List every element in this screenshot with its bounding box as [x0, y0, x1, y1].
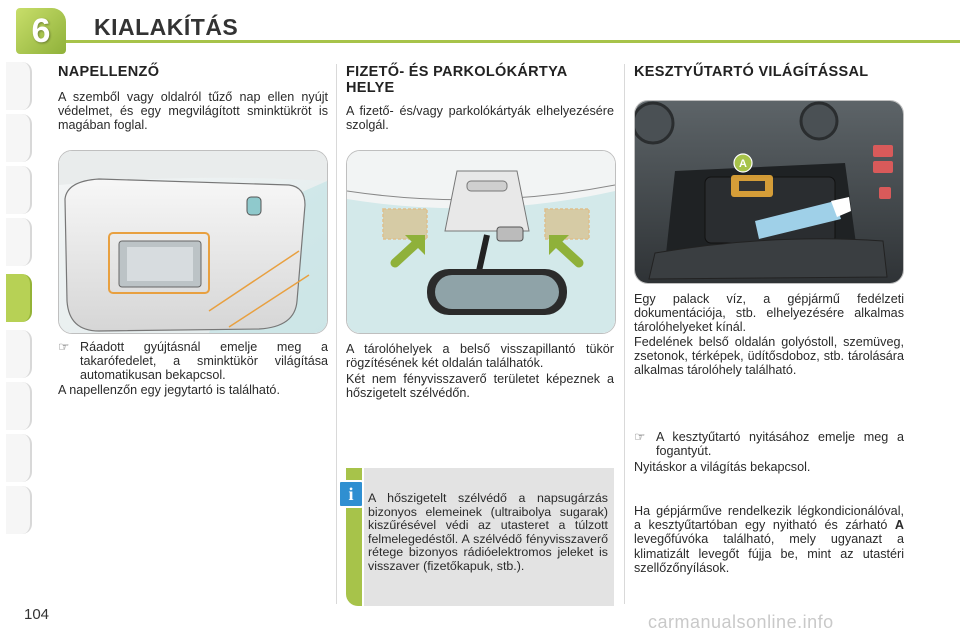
glovebox-light-note: Nyitáskor a világítás bekapcsol.: [634, 460, 811, 474]
sun-visor-illustration: [58, 150, 328, 334]
glovebox-illustration: [634, 100, 904, 284]
label-a-marker: A: [739, 158, 747, 170]
chapter-tab-strip: [0, 62, 34, 582]
sun-visor-heading: NAPELLENZŐ: [58, 64, 160, 80]
info-text: A hőszigetelt szélvédő a napsugárzás bizonyos elemeinek (ultraibolya sugarak) kiszűrésével védi az utasteret a túlzott felmelegedéstől. A szélvédő fényvisszaverő rétege bizonyos rádióelektromos jeleket is visszaver (fizetőkapuk, stb.).: [368, 491, 608, 573]
mirror-drawing: [347, 151, 615, 333]
glovebox-vent-note: [634, 504, 904, 575]
chapter-tab[interactable]: [6, 382, 32, 430]
ticket-holder-note: A napellenzőn egy jegytartó is található.: [58, 383, 280, 397]
card-holder-illustration: [346, 150, 616, 334]
vent-text-before: Ha gépjárműve rendelkezik légkondicionálóval, a kesztyűtartóban egy nyitható és zárható: [634, 504, 904, 533]
glovebox-lid-storage: Fedelének belső oldalán golyóstoll, szemüveg, zsetonok, térképek, üdítősdoboz, stb. tárolására alkalmas tárolóhely található.: [634, 335, 904, 378]
bullet-text: A kesztyűtartó nyitásához emelje meg a fogantyút.: [656, 430, 904, 459]
column-divider: [624, 64, 625, 604]
glovebox-heading: KESZTYŰTARTÓ VILÁGÍTÁSSAL: [634, 64, 869, 80]
glovebox-drawing: [635, 101, 903, 283]
vent-label-a: A: [894, 518, 904, 533]
bullet-text: Ráadott gyújtásnál emelje meg a takarófedelet, a sminktükör világítása automatikusan bekapcsol.: [80, 340, 328, 383]
chapter-tab[interactable]: [6, 62, 32, 110]
watermark: carmanualsonline.info: [648, 612, 834, 632]
glovebox-open-bullet: [634, 430, 904, 458]
chapter-tab[interactable]: [6, 486, 32, 534]
chapter-tab[interactable]: [6, 114, 32, 162]
sun-visor-intro: A szemből vagy oldalról tűző nap ellen nyújt védelmet, és egy megvilágított sminktükröt is magában foglal.: [58, 90, 328, 133]
card-holder-location: A tárolóhelyek a belső visszapillantó tükör rögzítésének két oldalán találhatók.: [346, 342, 614, 371]
chapter-tab[interactable]: [6, 330, 32, 378]
sun-visor-bullet: [58, 340, 328, 383]
card-holder-zones: Két nem fényvisszaverő területet képeznek a hőszigetelt szélvédőn.: [346, 372, 614, 401]
glovebox-capacity: Egy palack víz, a gépjármű fedélzeti dokumentációja, stb. elhelyezésére alkalmas tárolóhelyeket kínál.: [634, 292, 904, 335]
page-title: KIALAKÍTÁS: [94, 14, 239, 40]
card-holder-intro: A fizető- és/vagy parkolókártyák elhelyezésére szolgál.: [346, 104, 614, 133]
sun-visor-drawing: [59, 151, 327, 333]
chapter-number-badge: 6: [16, 8, 66, 54]
pointer-hand-icon: ☞: [634, 430, 646, 444]
chapter-tab[interactable]: [6, 434, 32, 482]
card-holder-heading: FIZETŐ- ÉS PARKOLÓKÁRTYA HELYE: [346, 64, 567, 96]
chapter-tab-active[interactable]: [6, 274, 32, 322]
page-number: 104: [24, 606, 50, 623]
column-divider: [336, 64, 337, 604]
info-icon: i: [338, 480, 364, 508]
chapter-tab[interactable]: [6, 218, 32, 266]
pointer-hand-icon: ☞: [58, 340, 70, 354]
chapter-tab[interactable]: [6, 166, 32, 214]
vent-text-after: levegőfúvóka található, mely ugyanazt a klimatizált levegőt fújja be, mint az utastéri szellőzőnyílások.: [634, 532, 904, 575]
